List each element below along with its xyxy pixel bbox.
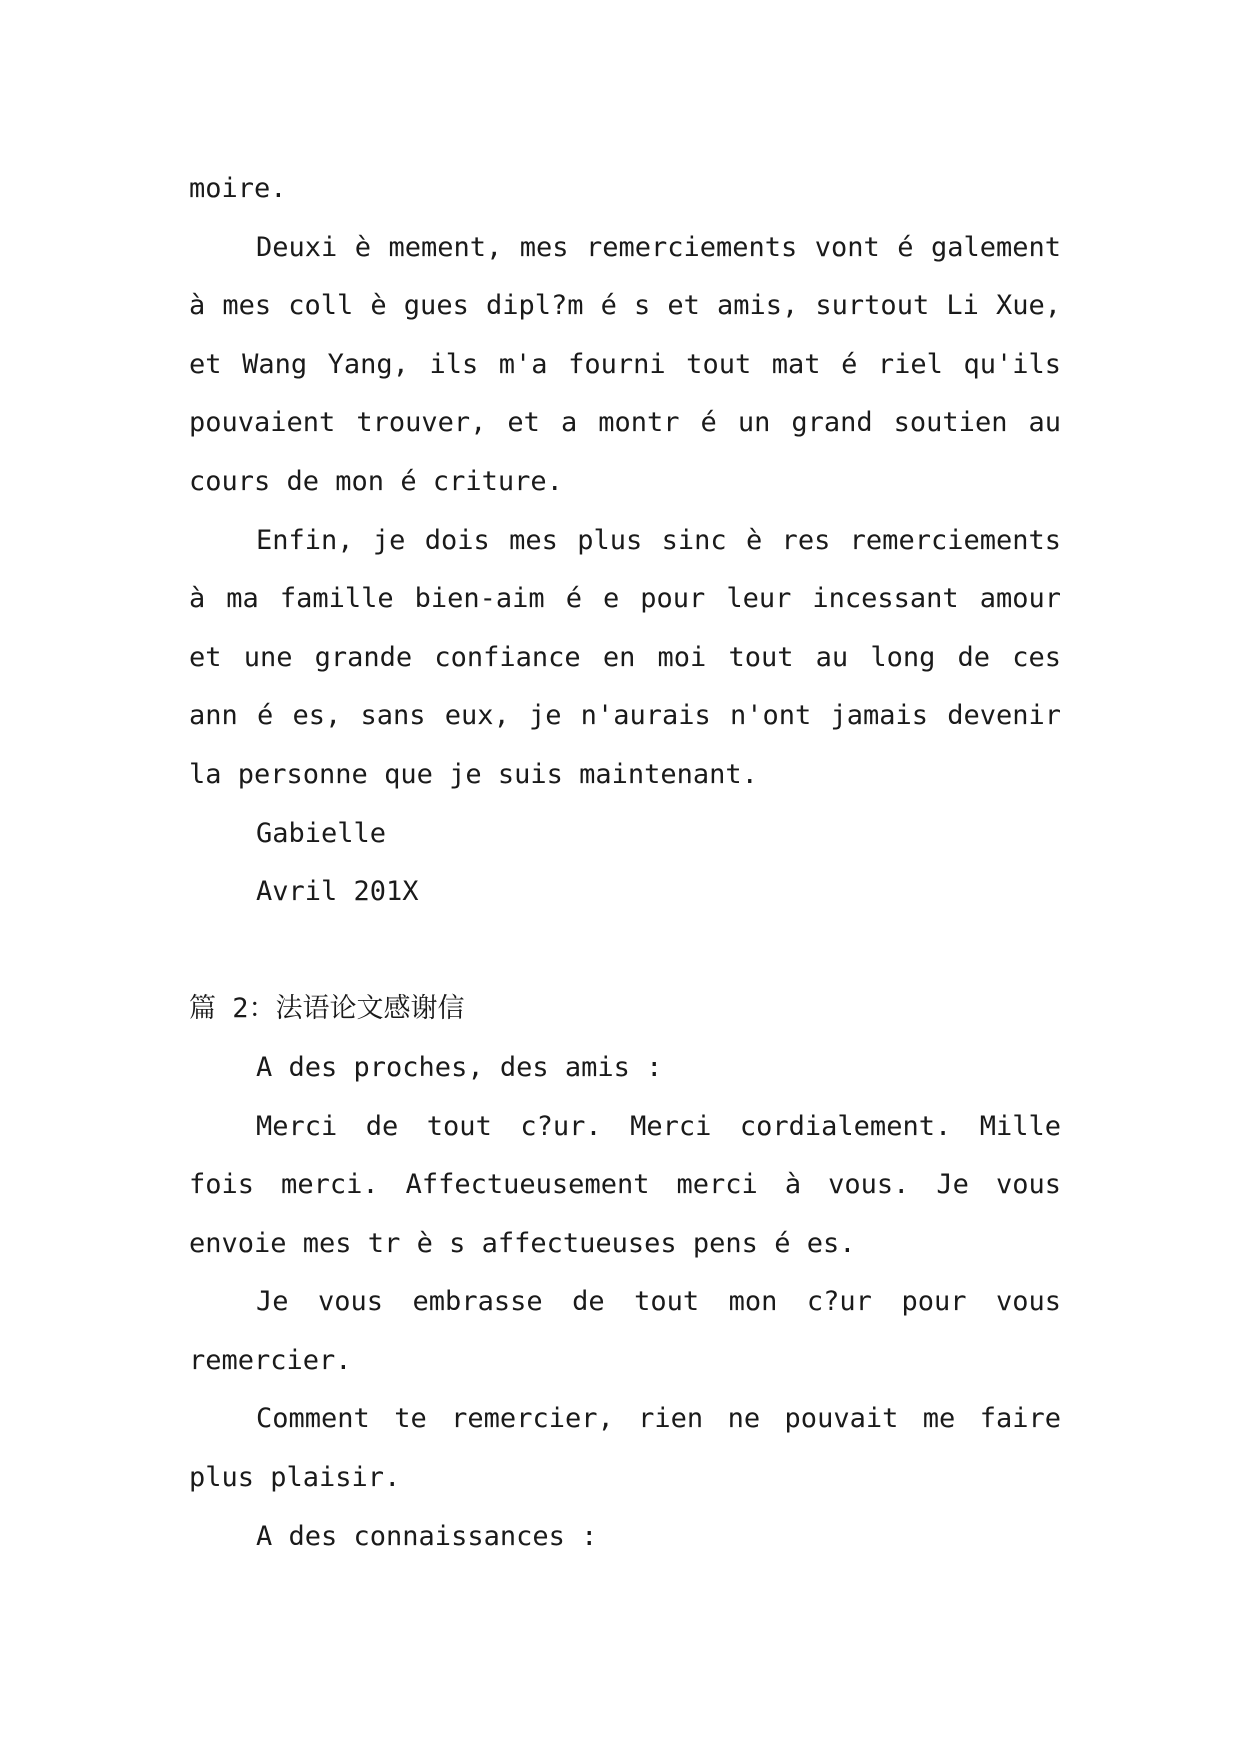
paragraph-merci-phrases: Merci de tout c?ur. Merci cordialement. Mille fois merci. Affectueusement merci à vous. Je vous envoie mes tr è s affectueuses pens é es. [189,1110,1061,1259]
signature-name: Gabielle [256,817,387,849]
paragraph-salutation-friends: A des proches, des amis : [256,1051,663,1083]
paragraph-thanks-family: Enfin, je dois mes plus sinc è res remerciements à ma famille bien-aim é e pour leur incessant amour et une grande confiance en moi tout au long de ces ann é es, sans eux, je n'aurais n'ont jamais devenir la personne que je suis maintenant. [189,524,1061,790]
section-spacer [189,922,1061,981]
paragraph-comment-remercier: Comment te remercier, rien ne pouvait me faire plus plaisir. [189,1403,1061,1494]
section-heading: 篇 2：法语论文感谢信 [189,993,465,1025]
paragraph-embrasse: Je vous embrasse de tout mon c?ur pour vous remercier. [189,1286,1061,1376]
paragraph-salutation-acquaintances: A des connaissances : [256,1520,598,1552]
signature-date: Avril 201X [256,876,419,908]
document-body [189,160,1061,1566]
paragraph-thanks-colleagues: Deuxi è mement, mes remerciements vont é galement à mes coll è gues dipl?m é s et amis, surtout Li Xue, et Wang Yang, ils m'a fourni tout mat é riel qu'ils pouvaient trouver, et a montr é un grand soutien au cours de mon é criture. [189,231,1061,497]
paragraph-continuation: moire. [189,173,287,204]
